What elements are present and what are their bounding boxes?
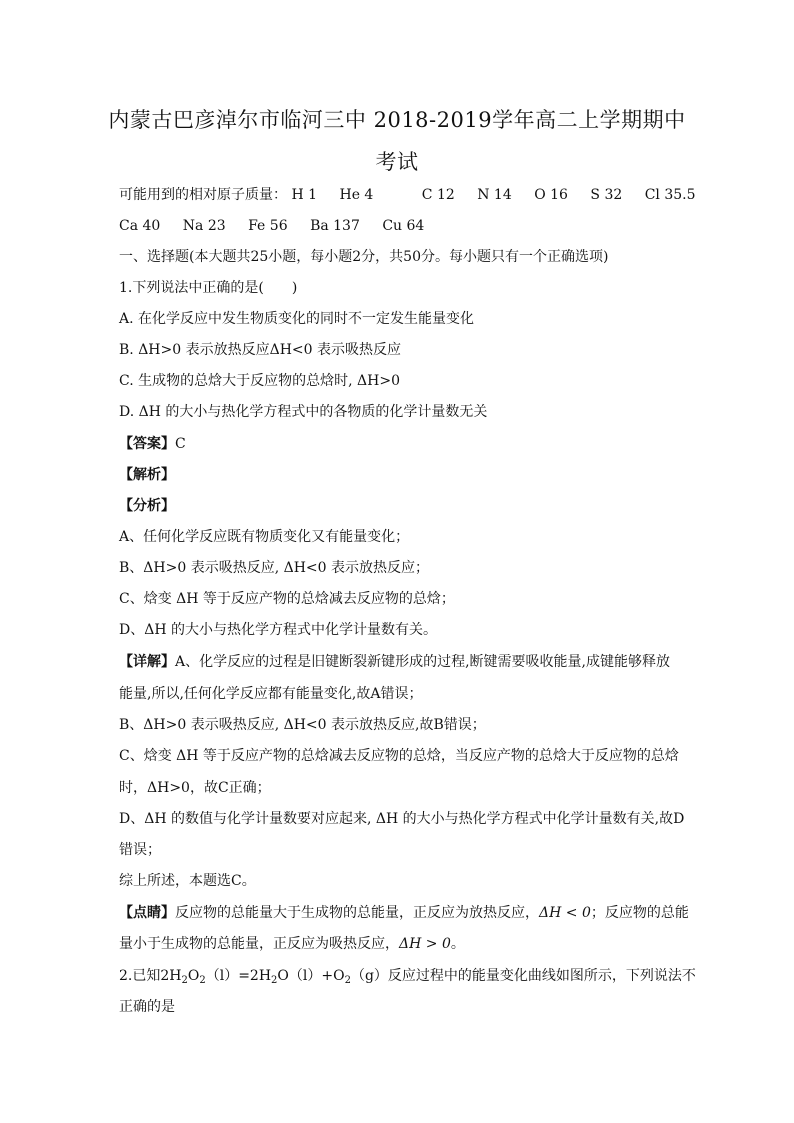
option-c: C. 生成物的总焓大于反应物的总焓时, ΔH>0 [119, 373, 400, 389]
q2-text: O [187, 968, 200, 984]
tip-text: ；反应物的总能 [590, 905, 689, 921]
atomic-mass-item: Cl 35.5 [644, 187, 696, 203]
detail-label: 【详解】 [119, 654, 175, 670]
atomic-mass-label: 可能用到的相对原子质量： [119, 187, 287, 203]
q2-text: （l）=2H [205, 968, 272, 984]
atomic-mass-item: S 32 [590, 187, 623, 203]
atomic-mass-item: H 1 [291, 187, 318, 203]
answer-line [119, 434, 679, 454]
subscript: 2 [344, 975, 351, 986]
detail-line: 错误； [119, 842, 161, 858]
atomic-mass-row-1 [119, 185, 696, 205]
atomic-mass-item: O 16 [534, 187, 568, 203]
tip-formula: ΔH < 0 [539, 905, 591, 921]
detail-line: D、ΔH 的数值与化学计量数要对应起来, ΔH 的大小与热化学方程式中化学计量数有关,故D [119, 811, 685, 827]
subscript: 2 [271, 975, 278, 986]
atomic-mass-item: C 12 [421, 187, 455, 203]
atomic-mass-item: Na 23 [182, 218, 226, 234]
atomic-mass-item: Cu 64 [382, 218, 425, 234]
detail-text: A、化学反应的过程是旧键断裂新键形成的过程,断键需要吸收能量,成键能够释放 [175, 654, 671, 670]
subscript: 2 [181, 975, 188, 986]
fenxi-line: B、ΔH>0 表示吸热反应, ΔH<0 表示放热反应； [119, 560, 430, 576]
fenxi-line: A、任何化学反应既有物质变化又有能量变化； [119, 529, 410, 545]
detail-line: 时，ΔH>0，故C正确； [119, 780, 271, 796]
atomic-mass-item: N 14 [477, 187, 512, 203]
answer-label: 【答案】 [119, 436, 175, 452]
atomic-mass-item: Fe 56 [248, 218, 288, 234]
tip-line [119, 903, 689, 923]
tip-text: 反应物的总能量大于生成物的总能量，正反应为放热反应， [175, 905, 539, 921]
section-heading: 一、选择题(本大题共25小题，每小题2分，共50分。每小题只有一个正确选项) [119, 249, 609, 265]
question-2-stem [119, 966, 696, 991]
subscript: 2 [199, 975, 206, 986]
option-a: A. 在化学反应中发生物质变化的同时不一定发生能量变化 [119, 311, 475, 327]
fenxi-line: C、焓变 ΔH 等于反应产物的总焓减去反应物的总焓； [119, 591, 455, 607]
page-title: 内蒙古巴彦淖尔市临河三中 2018-2019学年高二上学期期中 [108, 108, 686, 132]
q2-text: （g）反应过程中的能量变化曲线如图所示，下列说法不 [350, 968, 696, 984]
detail-line: C、焓变 ΔH 等于反应产物的总焓减去反应物的总焓，当反应产物的总焓大于反应物的总焓 [119, 748, 679, 764]
q2-text: 2.已知2H [119, 968, 182, 984]
question-1-stem: 1.下列说法中正确的是( ) [119, 280, 298, 296]
atomic-mass-item: He 4 [339, 187, 374, 203]
fenxi-line: D、ΔH 的大小与热化学方程式中化学计量数有关。 [119, 622, 437, 638]
q2-text: O（l）+O [277, 968, 345, 984]
tip-formula: ΔH > 0 [399, 936, 451, 952]
atomic-mass-item: Ca 40 [119, 218, 161, 234]
option-b: B. ΔH>0 表示放热反应ΔH<0 表示吸热反应 [119, 342, 402, 358]
tip-label: 【点睛】 [119, 905, 175, 921]
page-title-continued: 考试 [375, 150, 419, 174]
tip-text: 量小于生成物的总能量，正反应为吸热反应， [119, 936, 399, 952]
atomic-mass-row-2 [119, 216, 679, 236]
tip-text: 。 [450, 936, 465, 952]
detail-line: 综上所述，本题选C。 [119, 873, 256, 889]
tip-line [119, 934, 679, 954]
answer-value: C [175, 436, 186, 452]
detail-line: 能量,所以,任何化学反应都有能量变化,故A错误； [119, 686, 423, 702]
analysis-label: 【解析】 [119, 467, 175, 483]
option-d: D. ΔH 的大小与热化学方程式中的各物质的化学计量数无关 [119, 404, 488, 420]
fenxi-label: 【分析】 [119, 498, 175, 514]
detail-line: B、ΔH>0 表示吸热反应, ΔH<0 表示放热反应,故B错误； [119, 717, 486, 733]
detail-line [119, 652, 679, 672]
question-2-stem-continued: 正确的是 [119, 999, 175, 1015]
atomic-mass-item: Ba 137 [310, 218, 360, 234]
